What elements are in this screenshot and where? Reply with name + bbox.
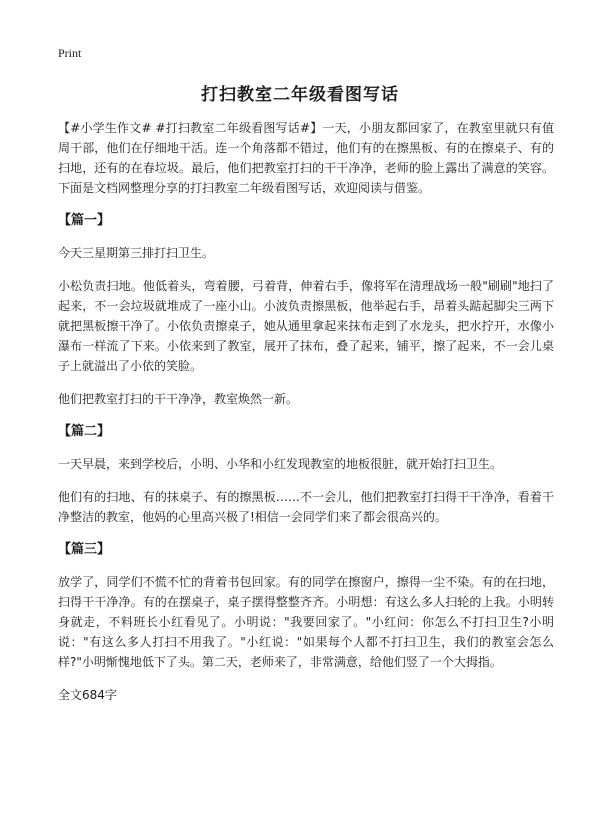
section-1-paragraph: 今天三星期第三排打扫卫生。 bbox=[58, 246, 215, 260]
print-link[interactable]: Print bbox=[58, 46, 82, 60]
section-1-paragraph: 小松负责扫地。他低着头，弯着腰，弓着背，伸着右手，像将军在清理战场一般"刷刷"地扫了起来，不一会垃圾就堆成了一座小山。小波负责擦黑板，他举起右手，昂着头踮起脚尖三两下就把黑板擦干净了。小依负责擦桌子，她从通里拿起来抹布走到了水龙头，把水拧开，水像小瀑布一样流了下来。小依来到了教室，展开了抹布，叠了起来，铺平，擦了起来，不一会儿桌子上就溢出了小依的笑脸。 bbox=[58, 279, 554, 373]
word-count: 全文684字 bbox=[58, 688, 117, 702]
section-heading-2: 【篇二】 bbox=[58, 424, 111, 439]
section-3-paragraph: 放学了，同学们不慌不忙的背着书包回家。有的同学在擦窗户，擦得一尘不染。有的在扫地，扫得干干净净。有的在摆桌子，桌子摆得整整齐齐。小明想：有这么多人扫轮的上我。小明转身就走，不料班长小红看见了。小明说："我要回家了。"小红问：你怎么不打扫卫生?小明说："有这么多人打扫不用我了。"小红说："如果每个人都不打扫卫生，我们的教室会怎么样?"小明惭愧地低下了头。第二天，老师来了，非常满意，给他们竖了一个大拇指。 bbox=[58, 575, 554, 669]
intro-paragraph: 【#小学生作文# #打扫教室二年级看图写话#】一天，小朋友都回家了，在教室里就只有值周干部，他们在仔细地干活。连一个角落都不错过，他们有的在擦黑板、有的在擦桌子、有的扫地，还有的在春垃圾。最后，他们把教室打扫的干干净净，老师的脸上露出了满意的笑容。下面是文档网整理分享的打扫教室二年级看图写话，欢迎阅读与借鉴。 bbox=[58, 121, 554, 195]
section-1-paragraph: 他们把教室打扫的干干净净，教室焕然一新。 bbox=[58, 392, 299, 406]
section-2-paragraph: 他们有的扫地、有的抹桌子、有的擦黑板……不一会儿，他们把教室打扫得干干净净，看着干净整洁的教室，他妈的心里高兴极了!相信一会同学们来了都会很高兴的。 bbox=[58, 490, 554, 524]
section-heading-3: 【篇三】 bbox=[58, 542, 111, 557]
article-body bbox=[58, 118, 554, 718]
section-2-paragraph: 一天早晨，来到学校后，小明、小华和小红发现教室的地板很脏，就开始打扫卫生。 bbox=[58, 457, 503, 471]
document-title: 打扫教室二年级看图写话 bbox=[201, 85, 399, 105]
section-heading-1: 【篇一】 bbox=[58, 213, 111, 228]
